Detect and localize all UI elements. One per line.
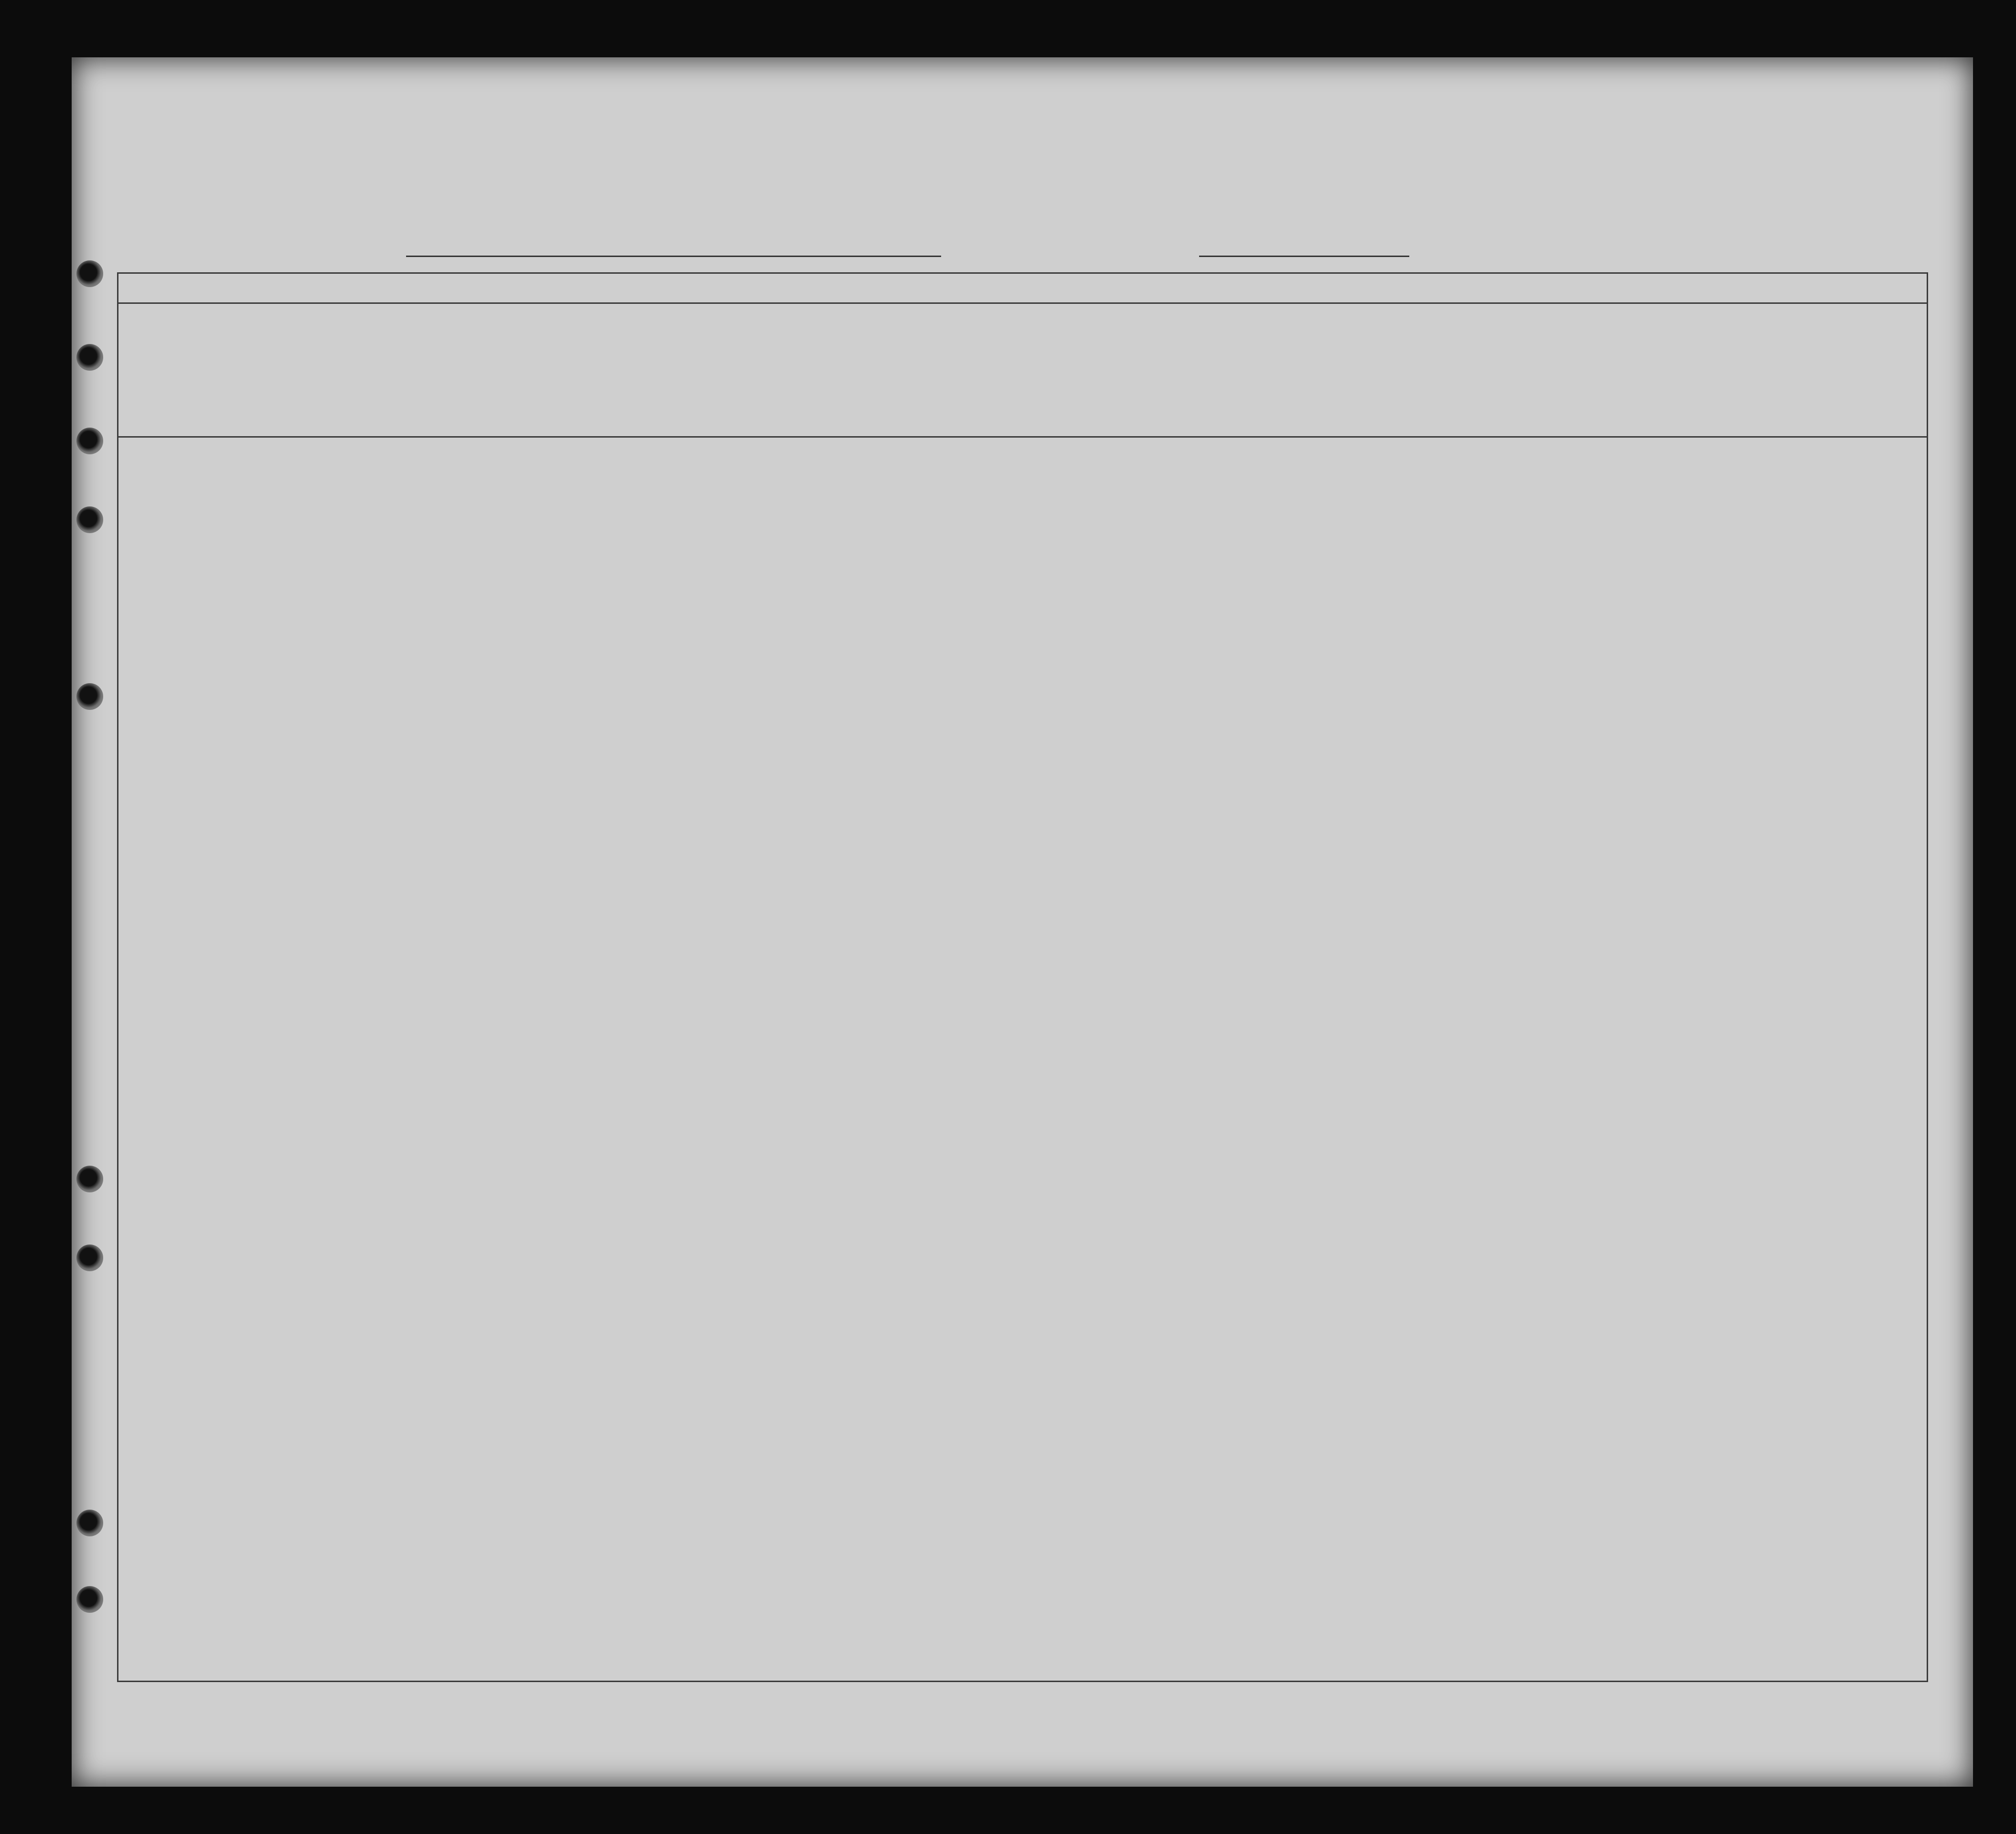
binder-hole: [76, 1510, 103, 1536]
table-rule: [118, 302, 1927, 304]
binder-hole: [76, 260, 103, 287]
port-underline: [406, 256, 941, 257]
binder-hole: [76, 506, 103, 533]
date-underline: [1199, 256, 1409, 257]
manifest-sheet: [72, 57, 1973, 1787]
binder-hole: [76, 1586, 103, 1613]
binder-hole: [76, 1244, 103, 1271]
binder-hole: [76, 683, 103, 710]
table-rule: [118, 436, 1927, 438]
binder-hole: [76, 1166, 103, 1192]
binder-hole: [76, 428, 103, 454]
manifest-table: [117, 272, 1928, 1682]
binder-hole: [76, 344, 103, 371]
